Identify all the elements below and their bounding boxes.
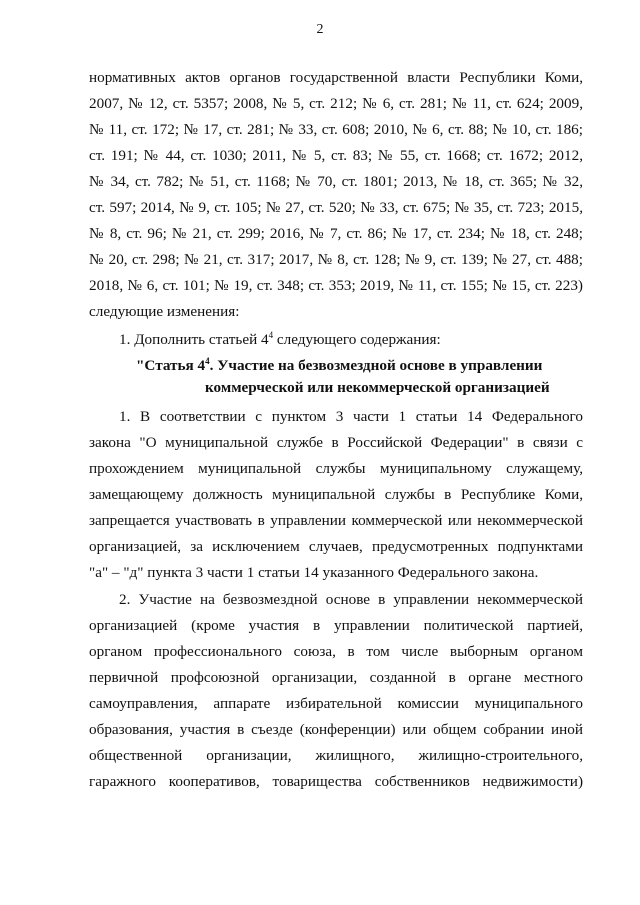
superscript: 4 [268, 329, 274, 340]
intro-line: 2018, № 6, ст. 101; № 19, ст. 348; ст. 353; 2019, № 11, ст. 155; № 15, ст. 223) [89, 277, 583, 294]
page-number: 2 [316, 22, 324, 37]
intro-line: 2007, № 12, ст. 5357; 2008, № 5, ст. 212; № 6, ст. 281; № 11, ст. 624; 2009, [89, 95, 583, 112]
paragraph-1-line: прохождением муниципальной службы муниципальному служащему, [89, 460, 583, 477]
intro-line: № 20, ст. 298; № 21, ст. 317; 2017, № 8, ст. 128; № 9, ст. 139; № 27, ст. 488; [89, 251, 583, 268]
paragraph-1-line: организацией, за исключением случаев, предусмотренных подпунктами [89, 538, 583, 555]
paragraph-2-line: 2. Участие на безвозмездной основе в управлении некоммерческой [119, 591, 583, 608]
intro-line: следующие изменения: [89, 303, 240, 320]
superscript: 4 [205, 355, 210, 366]
paragraph-2-line: первичной профсоюзной организации, созданной в органе местного [89, 669, 583, 686]
article-heading-line-2: коммерческой или некоммерческой организацией [205, 379, 550, 396]
intro-line: ст. 597; 2014, № 9, ст. 105; № 27, ст. 520; № 33, ст. 675; № 35, ст. 723; 2015, [89, 199, 583, 216]
intro-line: нормативных актов органов государственной власти Республики Коми, [89, 69, 583, 86]
paragraph-2-line: организацией (кроме участия в управлении политической партией, [89, 617, 583, 634]
intro-line: № 34, ст. 782; № 51, ст. 1168; № 70, ст. 1801; 2013, № 18, ст. 365; № 32, [89, 173, 583, 190]
intro-line: ст. 191; № 44, ст. 1030; 2011, № 5, ст. 83; № 55, ст. 1668; ст. 1672; 2012, [89, 147, 583, 164]
paragraph-1-line: запрещается участвовать в управлении коммерческой или некоммерческой [89, 512, 583, 529]
paragraph-1-line: "а" – "д" пункта 3 части 1 статьи 14 указанного Федерального закона. [89, 564, 539, 581]
intro-line: № 11, ст. 172; № 17, ст. 281; № 33, ст. 608; 2010, № 6, ст. 88; № 10, ст. 186; [89, 121, 583, 138]
paragraph-2-line: самоуправления, аппарате избирательной комиссии муниципального [89, 695, 583, 712]
paragraph-2-line: органом профессионального союза, в том числе выборным органом [89, 643, 583, 660]
paragraph-1-line: закона "О муниципальной службе в Российской Федерации" в связи с [89, 434, 583, 451]
paragraph-2-line: гаражного кооперативов, товарищества собственников недвижимости) [89, 773, 583, 790]
paragraph-1-line: 1. В соответствии с пунктом 3 части 1 статьи 14 Федерального [119, 408, 583, 425]
article-heading: "Статья $4^4$. Участие на безвозмездной основе в управлении [136, 355, 543, 374]
paragraph-1-line: замещающему должность муниципальной службы в Республике Коми, [89, 486, 583, 503]
intro-line: № 8, ст. 96; № 21, ст. 299; 2016, № 7, ст. 86; № 17, ст. 234; № 18, ст. 248; [89, 225, 583, 242]
item-1: 1. Дополнить статьей $4^4$ следующего содержания: [119, 329, 441, 348]
paragraph-2-line: образования, участия в съезде (конференции) или общем собрании иной [89, 721, 583, 738]
paragraph-2-line: общественной организации, жилищного, жилищно-строительного, [89, 747, 583, 764]
